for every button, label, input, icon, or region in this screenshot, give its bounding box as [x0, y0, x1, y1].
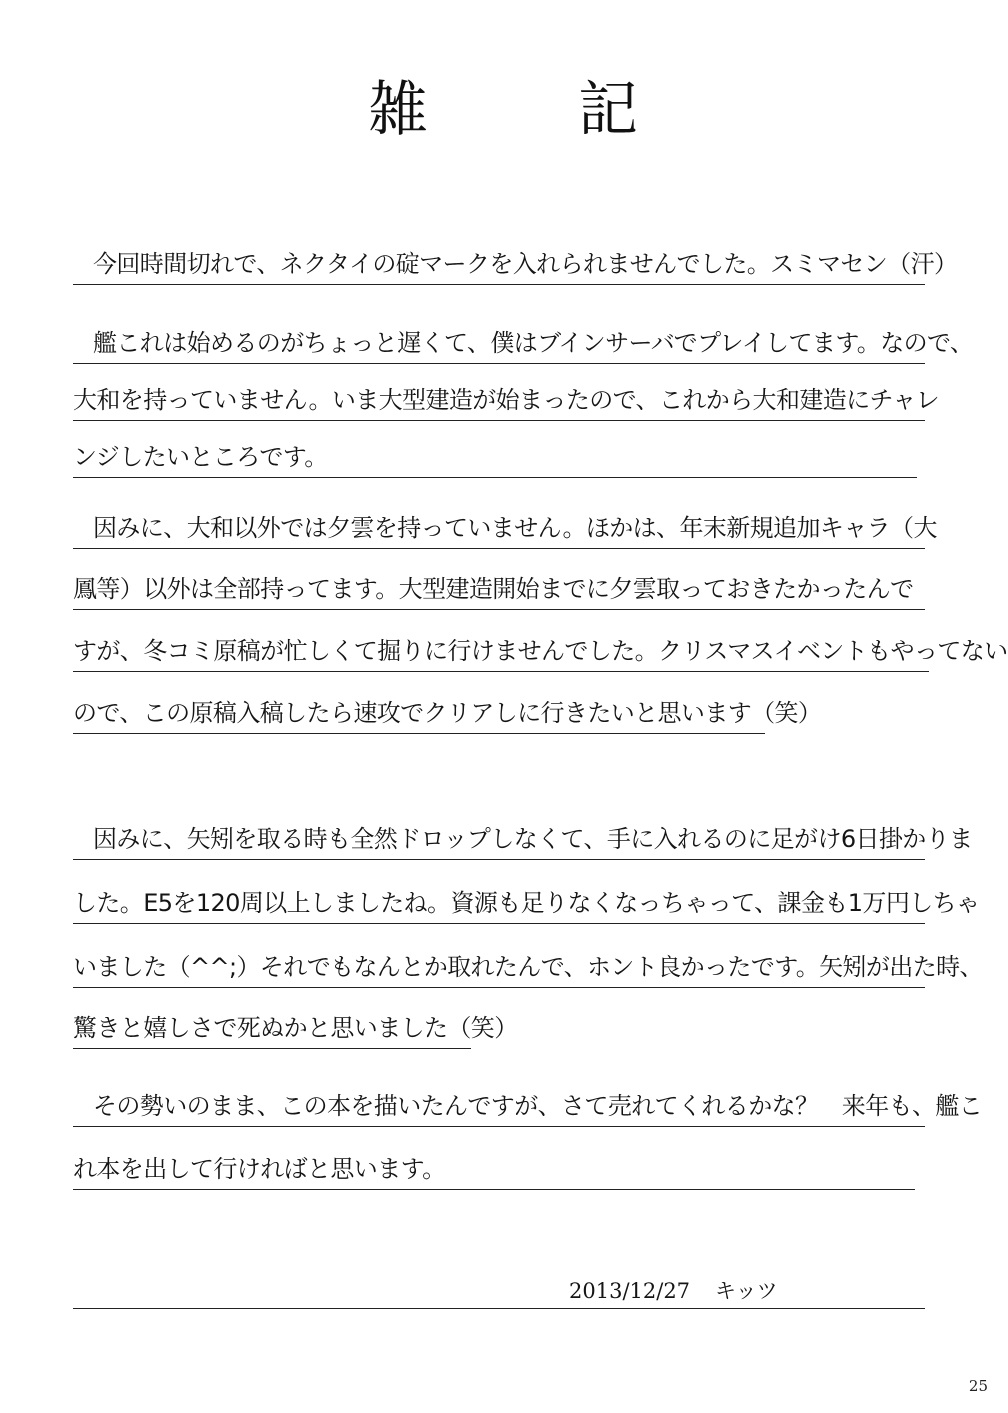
- text-line-4: ンジしたいところです。: [73, 437, 917, 478]
- date-text: 2013/12/27: [569, 1279, 691, 1303]
- text-line-5: 因みに、大和以外では夕雲を持っていません。ほかは、年末新規追加キャラ（大: [73, 508, 925, 549]
- text-line-11: いました（^^;）それでもなんとか取れたんで、ホント良かったです。矢矧が出た時、: [73, 947, 925, 988]
- author-name: キッツ: [715, 1279, 778, 1303]
- page-number: 25: [968, 1377, 988, 1395]
- text-line-8: ので、この原稿入稿したら速攻でクリアしに行きたいと思います（笑）: [73, 693, 765, 734]
- text-line-6: 鳳等）以外は全部持ってます。大型建造開始までに夕雲取っておきたかったんで: [73, 569, 925, 610]
- signature-line: [73, 1272, 925, 1309]
- page-title: [0, 70, 1000, 150]
- title-char-1: 雑: [368, 75, 428, 145]
- text-line-2: 艦これは始めるのがちょっと遅くて、僕はブインサーバでプレイしてます。なので、: [73, 323, 925, 364]
- text-line-1: 今回時間切れで、ネクタイの碇マークを入れられませんでした。スミマセン（汗）: [73, 244, 925, 285]
- title-char-2: 記: [578, 75, 638, 145]
- text-line-3: 大和を持っていません。いま大型建造が始まったので、これから大和建造にチャレ: [73, 380, 925, 421]
- text-line-9: 因みに、矢矧を取る時も全然ドロップしなくて、手に入れるのに足がけ6日掛かりま: [73, 819, 925, 860]
- text-line-13: その勢いのまま、この本を描いたんですが、さて売れてくれるかな？ 来年も、艦こ: [73, 1086, 925, 1127]
- text-line-10: した。E5を120周以上しましたね。資源も足りなくなっちゃって、課金も1万円しちゃ: [73, 883, 925, 924]
- text-line-12: 驚きと嬉しさで死ぬかと思いました（笑）: [73, 1008, 471, 1049]
- text-line-7: すが、冬コミ原稿が忙しくて掘りに行けませんでした。クリスマスイベントもやってない: [73, 631, 929, 672]
- text-line-14: れ本を出して行ければと思います。: [73, 1149, 915, 1190]
